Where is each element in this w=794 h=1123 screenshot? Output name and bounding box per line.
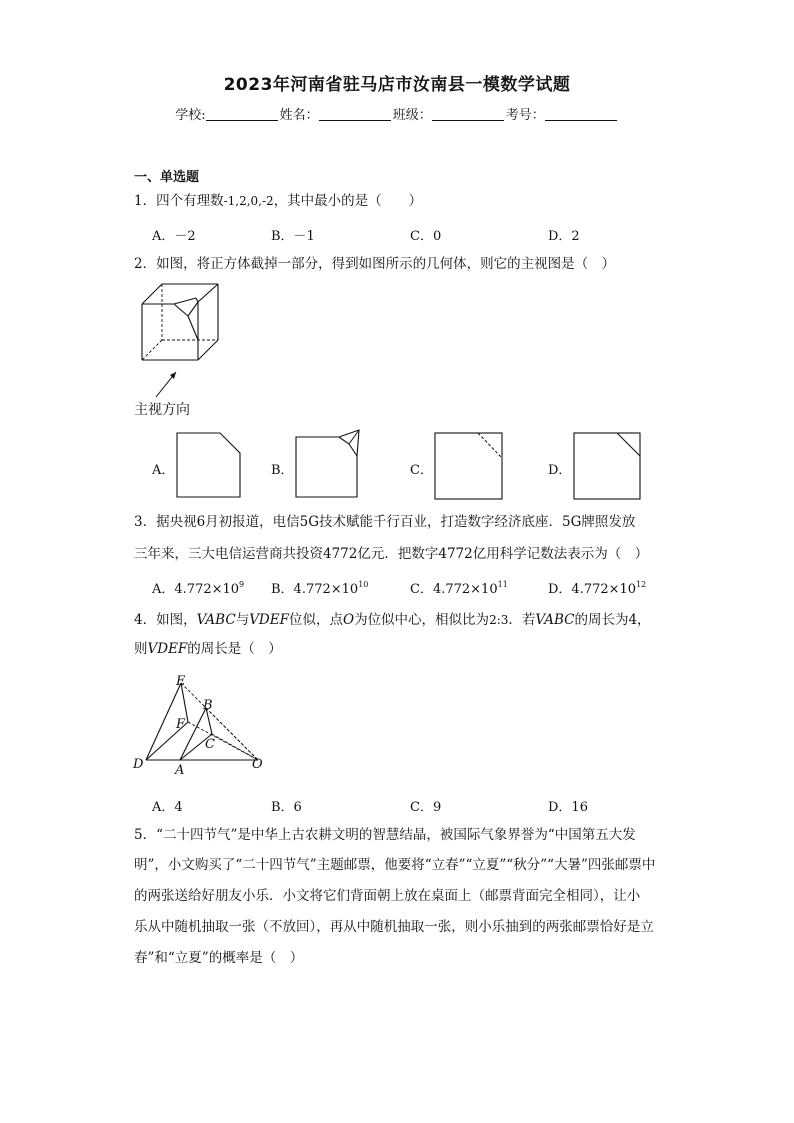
question-5-line-3: 的两张送给好朋友小乐．小文将它们背面朝上放在桌面上（邮票背面完全相同），让小 (134, 888, 641, 904)
label-C: C (205, 737, 215, 752)
q3-option-c (410, 578, 508, 597)
q2-option-a: A． (152, 463, 175, 478)
label-F: F (176, 717, 186, 732)
q2-option-c: C． (410, 463, 433, 478)
q4-text-1: 4．如图， (134, 612, 197, 628)
q4-option-b: B．6 (271, 800, 302, 815)
q4-similar-triangles-figure (132, 672, 272, 782)
label-D: D (133, 757, 144, 772)
q2-option-d: D． (548, 463, 572, 478)
q2-option-b: B． (271, 463, 294, 478)
school-blank (206, 108, 278, 121)
q1-stem-math: -1,2,0,-2 (223, 194, 274, 208)
q3-option-a (152, 578, 244, 597)
q4-text-7: 则 (134, 641, 148, 657)
q2-option-c-figure (434, 432, 504, 502)
q4-option-a: A．4 (152, 800, 183, 815)
q3-option-b (271, 578, 368, 597)
question-3-stem-line-2: 三年来，三大电信运营商共投资4772亿元．把数字4772亿用科学记数法表示为（ ） (134, 546, 649, 562)
q4-math-1: VABC (196, 612, 236, 628)
q1-option-b: B．－1 (271, 229, 315, 244)
q4-math-4: 2:3 (489, 613, 509, 627)
q4-text-2: 与 (235, 612, 250, 628)
question-2-stem: 2．如图，将正方体截掉一部分，得到如图所示的几何体，则它的主视图是（ ） (134, 256, 616, 272)
q1-option-c: C．0 (410, 229, 442, 244)
question-5-line-2: 明”，小文购买了“二十四节气”主题邮票，他要将“立春”“立夏”“秋分”“大暑”四张邮票中 (134, 857, 656, 873)
section-title: 一、单选题 (134, 170, 200, 185)
q1-option-a: A．－2 (152, 229, 196, 244)
q2-option-a-figure (176, 432, 246, 502)
question-4-stem-line-2 (134, 641, 282, 657)
q3-option-c-base: C．4.772×10 (410, 582, 498, 597)
q3-option-d-exp: 12 (636, 580, 647, 589)
label-E: E (176, 674, 186, 689)
q3-option-b-base: B．4.772×10 (271, 582, 359, 597)
label-A: A (175, 763, 185, 778)
q4-text-8: 的周长是（ ） (187, 641, 282, 657)
page-title: 2023年河南省驻马店市汝南县一模数学试题 (223, 75, 571, 95)
q4-math-2: VDEF (249, 612, 289, 628)
student-info-line (0, 104, 794, 123)
q4-option-d: D．16 (548, 800, 588, 815)
name-blank (319, 108, 391, 121)
question-5-line-5: 春”和“立夏”的概率是（ ） (134, 950, 304, 966)
q2-cube-figure (136, 280, 236, 400)
q2-option-d-figure (573, 432, 643, 502)
id-label: 考号： (505, 108, 545, 123)
id-blank (545, 108, 617, 121)
q1-option-d: D．2 (548, 229, 580, 244)
q4-text-5: ．若 (508, 612, 536, 628)
school-label: 学校: (175, 108, 206, 123)
q3-option-b-exp: 10 (358, 580, 369, 589)
q4-text-4: 为位似中心，相似比为 (354, 612, 490, 628)
question-5-line-1: 5．“二十四节气”是中华上古农耕文明的智慧结晶，被国际气象界誉为“中国第五大发 (134, 827, 636, 843)
q1-stem-text: 1．四个有理数 (134, 193, 224, 209)
question-5-line-4: 乐从中随机抽取一张（不放回），再从中随机抽取一张，则小乐抽到的两张邮票恰好是立 (134, 919, 654, 935)
q1-stem-text-end: ，其中最小的是（ ） (273, 193, 423, 209)
q3-option-a-exp: 9 (239, 580, 245, 589)
q4-text-6: 的周长为4， (574, 612, 651, 628)
q3-option-d-base: D．4.772×10 (548, 582, 637, 597)
q3-option-a-base: A．4.772×10 (152, 582, 240, 597)
q4-math-5: VABC (535, 612, 575, 628)
question-3-stem-line-1: 3．据央视6月初报道，电信5G技术赋能千行百业，打造数字经济底座．5G牌照发放 (134, 514, 636, 530)
q2-option-b-figure (295, 430, 365, 502)
question-1-stem (134, 193, 422, 209)
q2-view-direction-caption: 主视方向 (134, 402, 190, 418)
q4-text-3: 位似，点 (288, 612, 343, 628)
label-O: O (252, 757, 263, 772)
label-B: B (203, 698, 213, 713)
class-label: 班级： (392, 108, 432, 123)
question-4-stem-line-1 (134, 612, 651, 628)
q4-math-3: O (342, 612, 355, 628)
q3-option-d (548, 578, 646, 597)
q4-math-6: VDEF (147, 641, 188, 657)
class-blank (432, 108, 504, 121)
q3-option-c-exp: 11 (497, 580, 508, 589)
name-label: 姓名： (279, 108, 319, 123)
q4-option-c: C．9 (410, 800, 442, 815)
